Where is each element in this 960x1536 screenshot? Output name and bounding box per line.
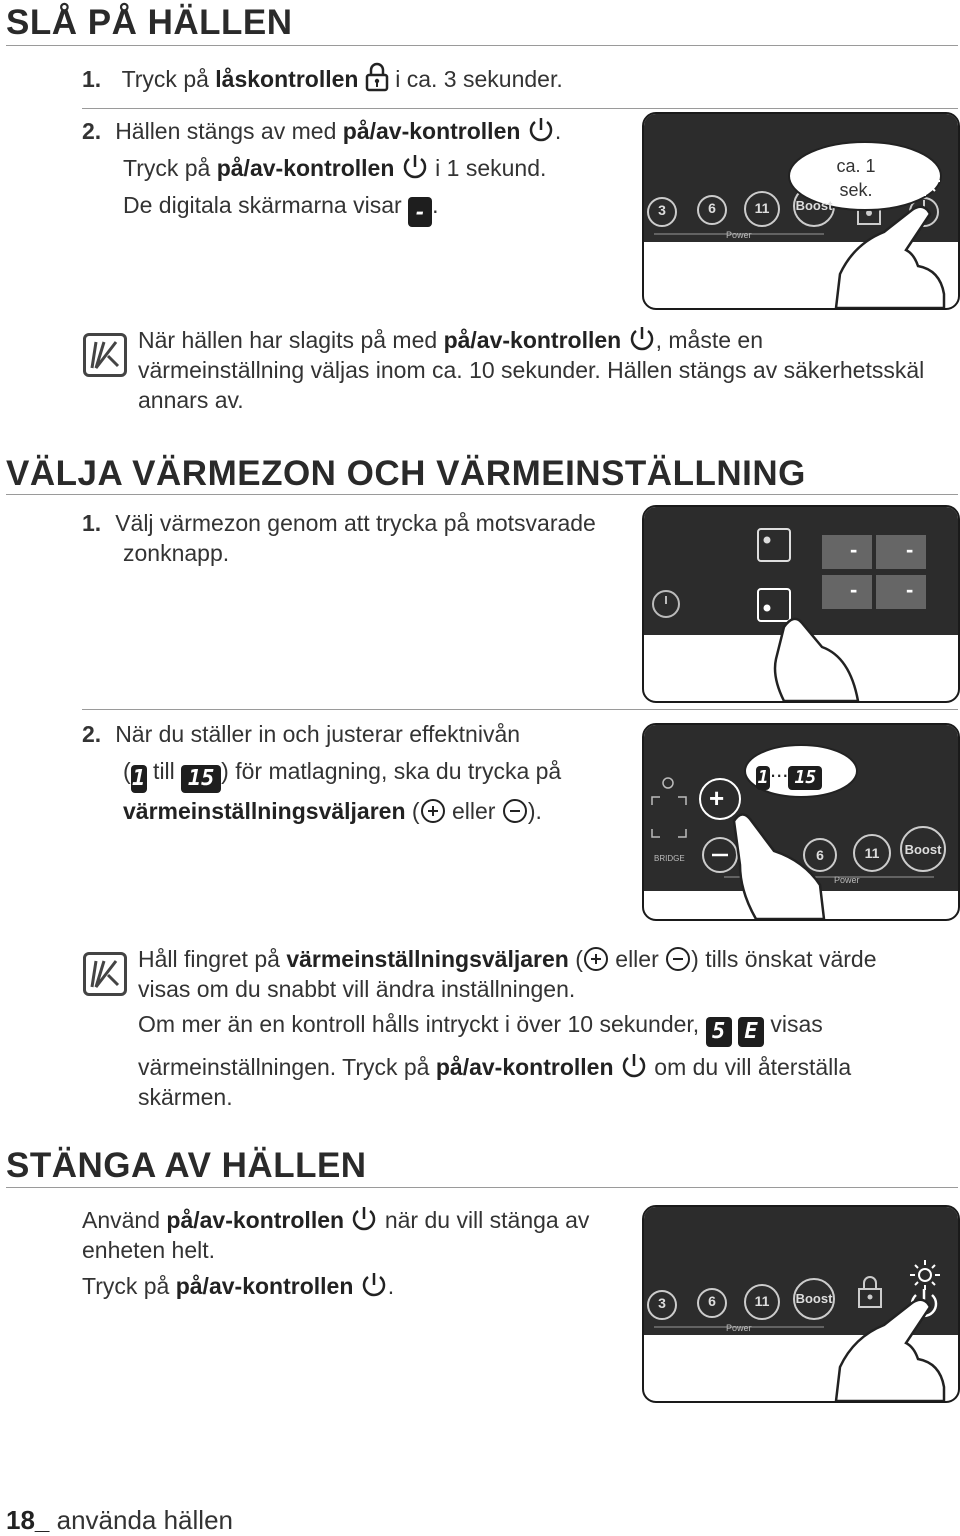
level-panel-illustration (642, 723, 960, 921)
level-6-button: 6 (816, 847, 824, 863)
level-panel-graphic (644, 725, 958, 919)
bubble-text: ca. 1 sek. (836, 156, 876, 200)
turn-off-instructions: Använd på/av-kontrollen när du vill stänga av enheten helt. Tryck på på/av-kontrollen . (82, 1207, 590, 1299)
power-icon (401, 153, 429, 181)
level-3-button: 3 (658, 202, 666, 218)
step-1-lock: 1. Tryck på låskontrollen i ca. 3 sekunder. (82, 61, 563, 98)
zone-display-3: - (850, 577, 858, 602)
bridge-label: BRIDGE (654, 854, 685, 863)
level-6-button: 6 (708, 1293, 716, 1309)
step-2-power: 2. Hällen stängs av med på/av-kontrollen . Tryck på på/av-kontrollen i 1 sekund. De digitala skärmarna visar - . (82, 113, 561, 227)
step-rule (82, 108, 958, 109)
control-panel-illustration (642, 112, 960, 310)
plus-button: + (709, 783, 725, 813)
zone-panel-illustration (642, 505, 960, 703)
display-max: 15 (181, 765, 221, 793)
step-1-zone: 1. Välj värmezon genom att trycka på motsvarade zonknapp. (82, 510, 596, 566)
lock-icon (365, 62, 389, 92)
minus-icon (665, 946, 691, 972)
level-range-bubble: 1... 15 (756, 757, 822, 790)
level-6-button: 6 (708, 200, 716, 216)
zone-display-1: - (850, 537, 858, 562)
level-11-button: 11 (754, 1293, 770, 1309)
note-icon (83, 333, 127, 377)
minus-icon (502, 798, 528, 824)
power-icon (350, 1205, 378, 1233)
zone-display-4: - (906, 577, 914, 602)
note-icon (83, 952, 127, 996)
title-rule (6, 1187, 958, 1188)
power-icon (628, 325, 656, 353)
power-icon (360, 1271, 388, 1299)
title-rule (6, 494, 958, 495)
note-power-timeout: När hällen har slagits på med på/av-kontrollen , måste en värmeinställning väljas inom ca. 10 sekunder. Hällen stängs av säkerhetsskäl annars av. (138, 327, 925, 413)
step-2-level: 2. När du ställer in och justerar effektnivån (1 till 15 ) för matlagning, ska du trycka på värmeinställningsväljaren ( eller ). (82, 721, 562, 824)
section-title-turn-on: SLÅ PÅ HÄLLEN (6, 3, 293, 42)
hand-icon (775, 619, 858, 701)
display-min: 1 (132, 766, 146, 791)
section-title-turn-off: STÄNGA AV HÄLLEN (6, 1146, 367, 1185)
boost-button: Boost (904, 842, 942, 857)
step-rule (82, 709, 958, 710)
plus-icon (583, 946, 609, 972)
boost-button: Boost (795, 198, 833, 213)
section-title-select-zone: VÄLJA VÄRMEZON OCH VÄRMEINSTÄLLNING (6, 454, 806, 493)
power-label: Power (726, 230, 752, 240)
power-label: Power (726, 1323, 752, 1333)
plus-icon (420, 798, 446, 824)
page-number: 18_ (6, 1505, 50, 1535)
level-11-button: 11 (864, 845, 880, 861)
digital-display-dash: - (408, 197, 432, 227)
power-icon (527, 116, 555, 144)
hand-icon (836, 207, 944, 308)
display-s: 5 (706, 1017, 732, 1047)
power-off-panel-illustration (642, 1205, 960, 1403)
level-3-button: 3 (658, 1295, 666, 1311)
title-rule (6, 45, 958, 46)
level-11-button: 11 (754, 200, 770, 216)
page-footer: 18_ använda hällen (6, 1505, 233, 1535)
step-number: 1. (82, 66, 102, 92)
note-hold-selector: Håll fingret på värmeinställningsväljaren ( eller ) tills önskat värde visas om du snabbt vill ändra inställningen. Om mer än en kontroll hålls intryckt i över 10 sekunder, 5 E visas värmeinställningen. Tryck på på/av-kontrollen om du vill återställa skärmen. (138, 946, 877, 1110)
zone-display-2: - (906, 537, 914, 562)
display-e: E (738, 1017, 764, 1047)
power-icon (620, 1052, 648, 1080)
power-label: Power (834, 875, 860, 885)
boost-button: Boost (795, 1291, 833, 1306)
